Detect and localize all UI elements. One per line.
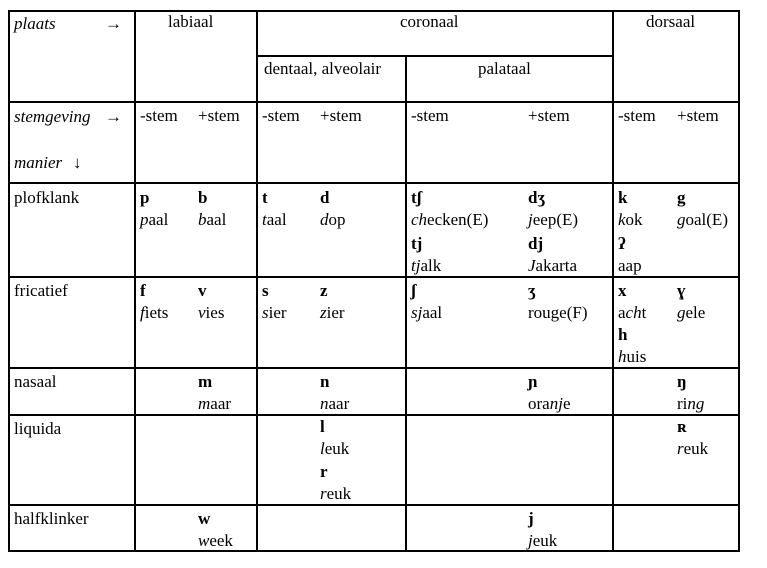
rule-palataal bbox=[405, 55, 407, 552]
voice-minus-palataal: -stem bbox=[411, 106, 449, 125]
phoneme-symbol: tj bbox=[411, 234, 423, 253]
rule-dorsaal bbox=[612, 10, 614, 552]
phoneme-symbol: z bbox=[320, 281, 328, 300]
example-word: jeep(E) bbox=[528, 210, 579, 229]
example-word: acht bbox=[618, 303, 647, 322]
example-word: ring bbox=[677, 394, 705, 413]
phoneme-symbol: v bbox=[198, 281, 207, 300]
example-word: taal bbox=[262, 210, 287, 229]
voice-plus-dentaal: +stem bbox=[320, 106, 362, 125]
example-word: naar bbox=[320, 394, 350, 413]
phoneme-symbol: g bbox=[677, 188, 686, 207]
rule-header-2 bbox=[8, 182, 740, 184]
phoneme-symbol: dj bbox=[528, 234, 544, 253]
row-label-fricatief: fricatief bbox=[14, 281, 68, 300]
phoneme-symbol: ʒ bbox=[528, 281, 536, 300]
phoneme-symbol: ʀ bbox=[677, 417, 687, 436]
example-word: oranje bbox=[528, 394, 571, 413]
example-word: week bbox=[198, 531, 233, 550]
header-stemgeving: stemgeving bbox=[14, 107, 91, 126]
row-label-plofklank: plofklank bbox=[14, 188, 80, 207]
phoneme-symbol: ɣ bbox=[677, 281, 686, 300]
rule-header-1 bbox=[8, 101, 740, 103]
row-label-halfklinker: halfklinker bbox=[14, 509, 89, 528]
rule-liquida bbox=[8, 504, 740, 506]
rule-bottom bbox=[8, 550, 740, 552]
example-word: paal bbox=[140, 210, 169, 229]
rule-nasaal bbox=[8, 414, 740, 416]
example-word: zier bbox=[320, 303, 345, 322]
example-word: jeuk bbox=[528, 531, 558, 550]
example-word: huis bbox=[618, 347, 647, 366]
header-dentaal-alveolair: dentaal, alveolair bbox=[264, 59, 382, 78]
voice-plus-dorsaal: +stem bbox=[677, 106, 719, 125]
phoneme-symbol: ŋ bbox=[677, 372, 687, 391]
example-word: baal bbox=[198, 210, 227, 229]
example-word: dop bbox=[320, 210, 346, 229]
phoneme-symbol: k bbox=[618, 188, 628, 207]
rule-left bbox=[8, 10, 10, 552]
phoneme-symbol: w bbox=[198, 509, 211, 528]
example-word: fiets bbox=[140, 303, 169, 322]
example-word: sier bbox=[262, 303, 287, 322]
phoneme-symbol: tʃ bbox=[411, 188, 422, 207]
header-coronaal: coronaal bbox=[400, 12, 459, 31]
phoneme-symbol: d bbox=[320, 188, 330, 207]
rule-fricatief bbox=[8, 367, 740, 369]
rule-right bbox=[738, 10, 740, 552]
example-word: gele bbox=[677, 303, 706, 322]
header-palataal: palataal bbox=[478, 59, 531, 78]
phoneme-symbol: dʒ bbox=[528, 188, 546, 207]
phoneme-symbol: l bbox=[320, 417, 325, 436]
row-label-nasaal: nasaal bbox=[14, 372, 57, 391]
phoneme-symbol: ʔ bbox=[618, 234, 626, 253]
phoneme-symbol: ɲ bbox=[528, 372, 538, 391]
phoneme-symbol: ʃ bbox=[411, 281, 417, 300]
example-word: goal(E) bbox=[677, 210, 728, 229]
voice-plus-labiaal: +stem bbox=[198, 106, 240, 125]
rule-top bbox=[8, 10, 740, 12]
example-word: kok bbox=[618, 210, 643, 229]
phoneme-symbol: m bbox=[198, 372, 213, 391]
example-word: sjaal bbox=[411, 303, 443, 322]
example-word: leuk bbox=[320, 439, 350, 458]
plaats-arrow: → bbox=[105, 14, 122, 33]
phoneme-symbol: x bbox=[618, 281, 627, 300]
rule-labiaal bbox=[134, 10, 136, 552]
row-label-liquida: liquida bbox=[14, 419, 62, 438]
voice-minus-labiaal: -stem bbox=[140, 106, 178, 125]
header-dorsaal: dorsaal bbox=[646, 12, 696, 31]
example-word: Jakarta bbox=[528, 256, 578, 275]
phoneme-symbol: p bbox=[140, 188, 150, 207]
rule-coronaal-sub bbox=[256, 55, 613, 57]
phoneme-symbol: h bbox=[618, 325, 628, 344]
phoneme-symbol: j bbox=[528, 509, 534, 528]
voice-minus-dorsaal: -stem bbox=[618, 106, 656, 125]
rule-coronaal bbox=[256, 10, 258, 552]
voice-plus-palataal: +stem bbox=[528, 106, 570, 125]
example-word: reuk bbox=[320, 484, 352, 503]
header-manier: manier bbox=[14, 153, 63, 172]
example-word: aap bbox=[618, 256, 642, 275]
header-plaats: plaats bbox=[14, 14, 56, 33]
stemgeving-arrow: → bbox=[105, 107, 122, 126]
phoneme-symbol: s bbox=[262, 281, 269, 300]
voice-minus-dentaal: -stem bbox=[262, 106, 300, 125]
phoneme-symbol: n bbox=[320, 372, 330, 391]
example-word: vies bbox=[198, 303, 225, 322]
header-labiaal: labiaal bbox=[168, 12, 214, 31]
example-word: reuk bbox=[677, 439, 709, 458]
example-word: maar bbox=[198, 394, 232, 413]
example-word: checken(E) bbox=[411, 210, 489, 229]
phoneme-symbol: t bbox=[262, 188, 268, 207]
rule-plofklank bbox=[8, 276, 740, 278]
example-word: tjalk bbox=[411, 256, 442, 275]
phoneme-symbol: b bbox=[198, 188, 208, 207]
manier-arrow: ↓ bbox=[73, 153, 82, 172]
example-word: rouge(F) bbox=[528, 303, 588, 322]
phoneme-symbol: r bbox=[320, 462, 328, 481]
phoneme-symbol: f bbox=[140, 281, 146, 300]
